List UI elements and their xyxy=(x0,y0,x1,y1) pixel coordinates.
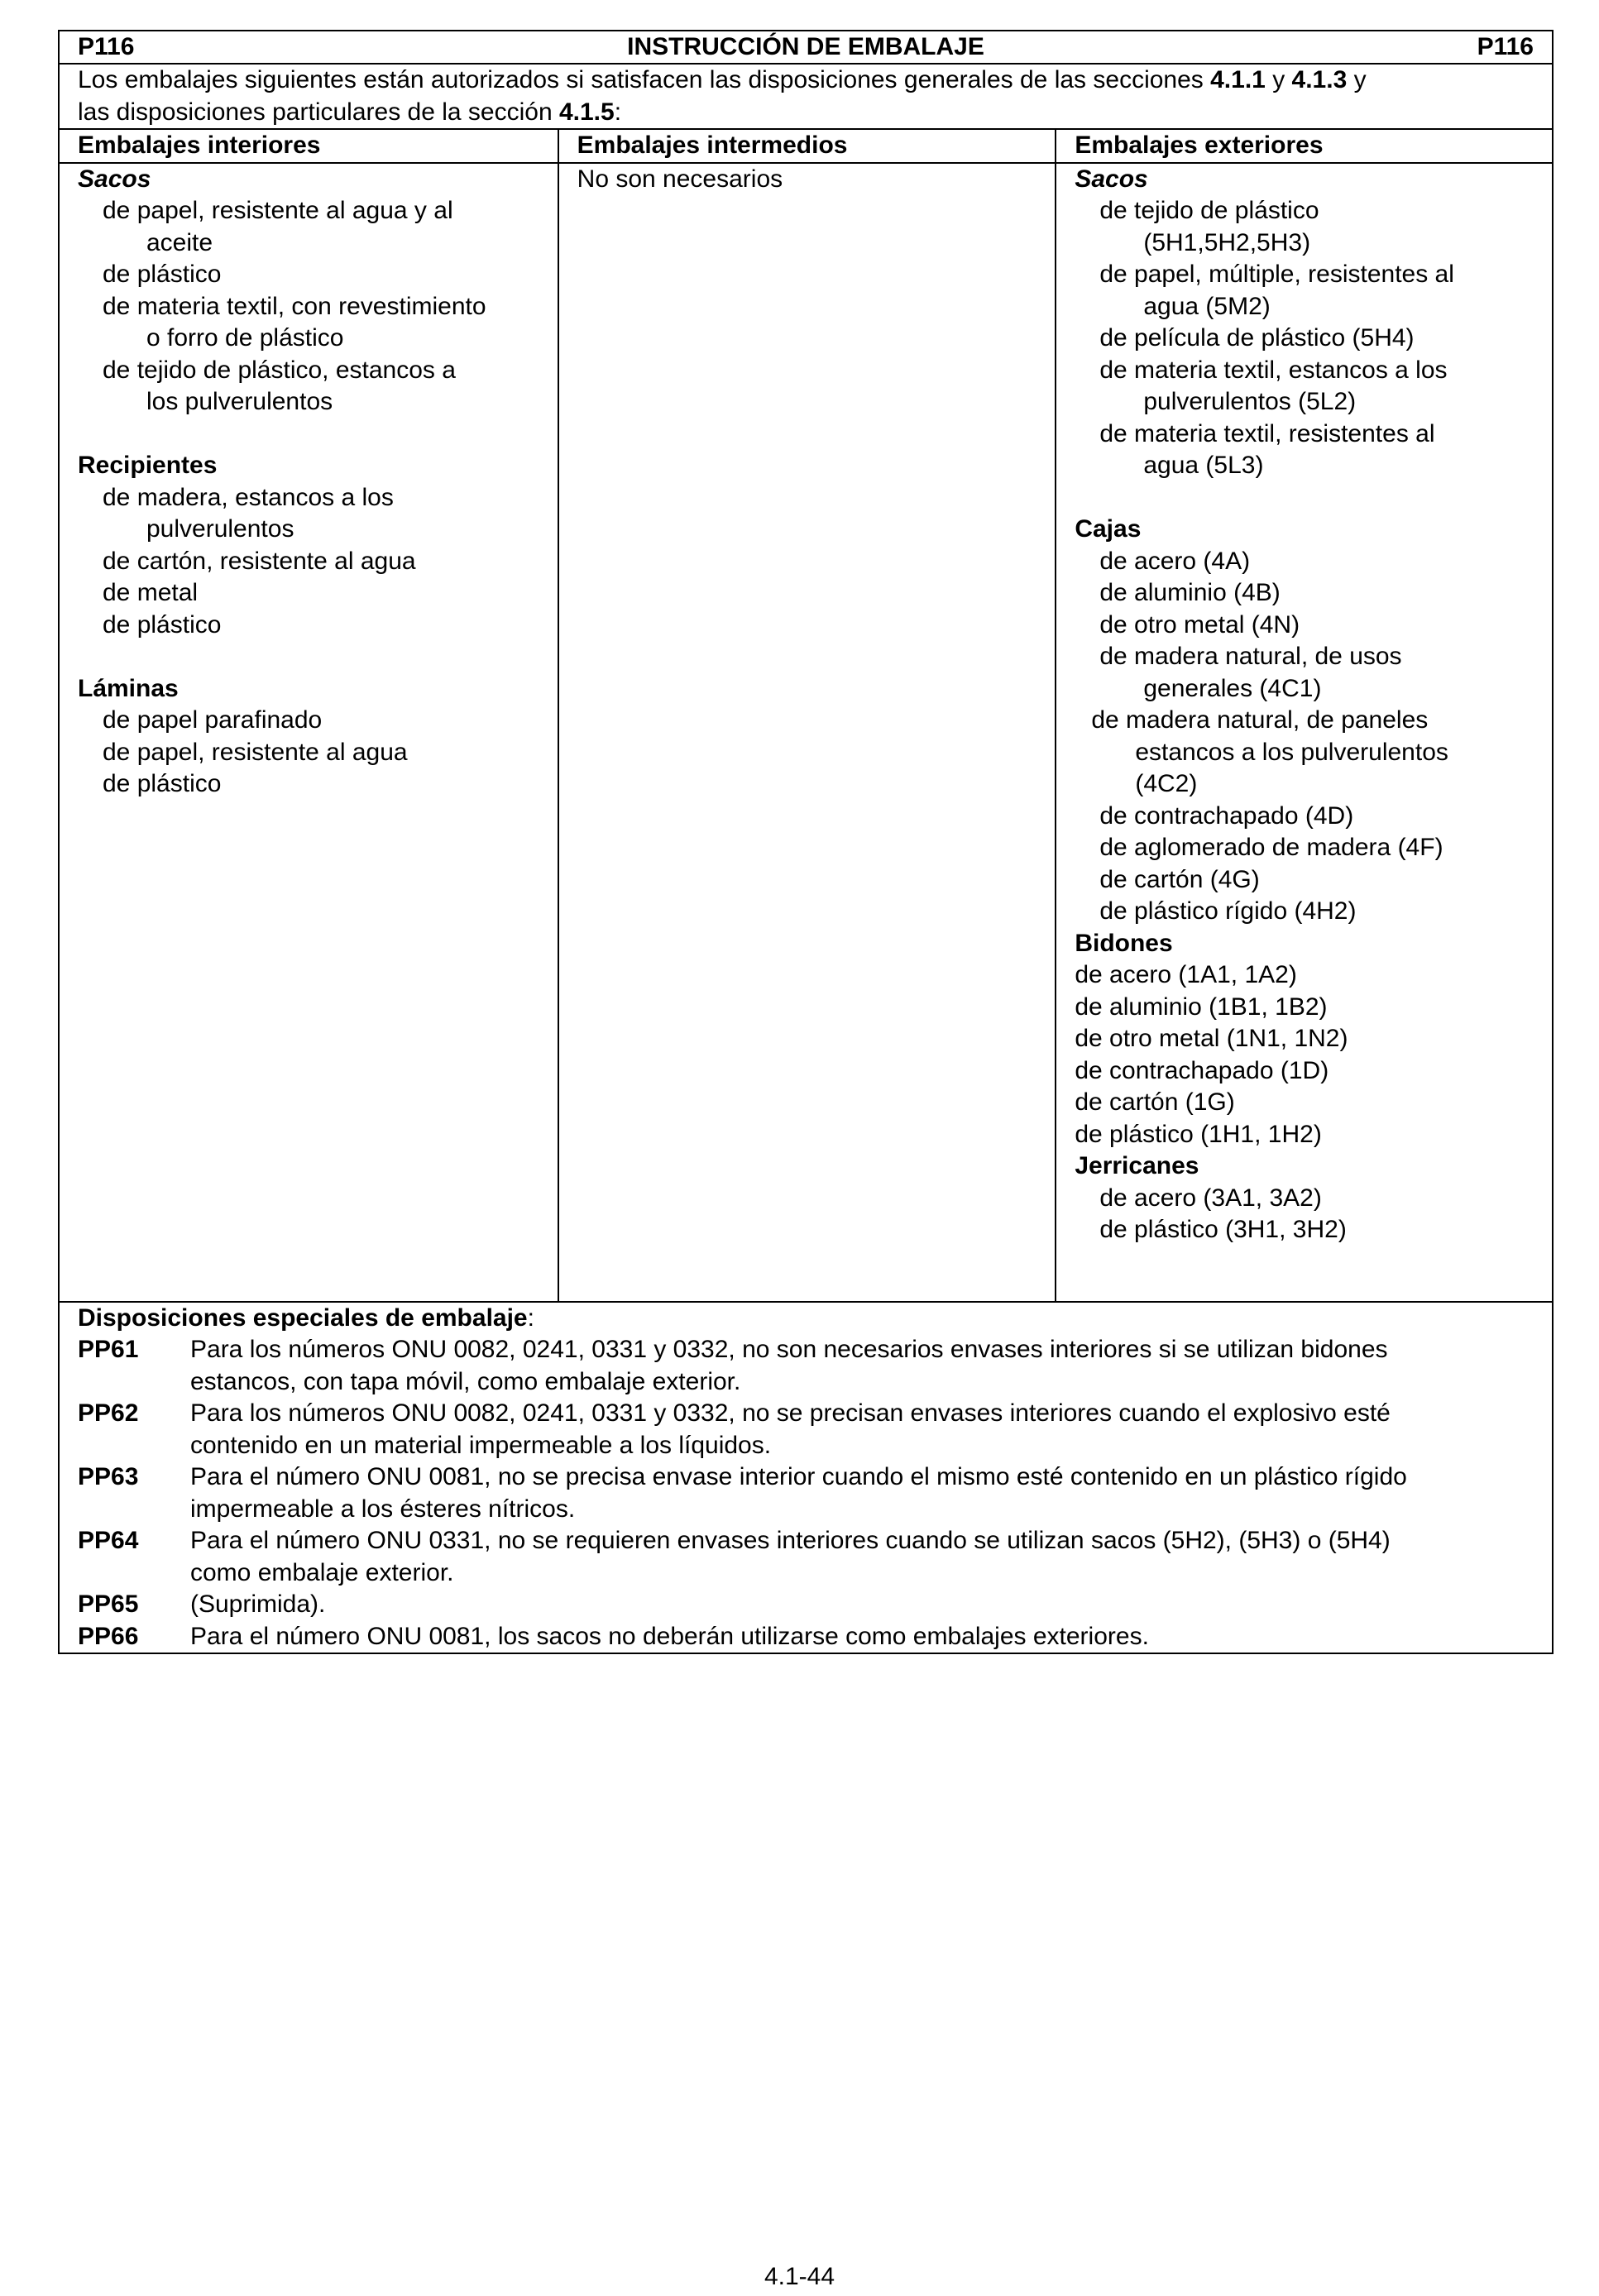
list-item: de metal xyxy=(103,579,199,606)
list-item: de materia textil, con revestimiento xyxy=(103,292,486,320)
special-provisions xyxy=(60,1303,1552,1653)
provision-line: Para los números ONU 0082, 0241, 0331 y 0332, no se precisan envases interiores cuando el explosivo esté xyxy=(190,1399,1391,1427)
provision-line: Para los números ONU 0082, 0241, 0331 y 0332, no son necesarios envases interiores si se utilizan bidones xyxy=(190,1336,1388,1363)
provision-text xyxy=(190,1461,1534,1525)
list-item: de papel, múltiple, resistentes al xyxy=(1099,261,1454,288)
list-item: de papel parafinado xyxy=(103,706,323,734)
intermedios-text: No son necesarios xyxy=(577,165,783,193)
intro-paragraph xyxy=(60,65,1552,130)
group-heading: Láminas xyxy=(78,674,179,702)
list-item: pulverulentos (5L2) xyxy=(1143,388,1357,415)
list-item: de contrachapado (1D) xyxy=(1075,1056,1329,1084)
section-ref: 4.1.3 xyxy=(1291,66,1348,93)
spacer xyxy=(1075,482,1534,514)
provision-line: contenido en un material impermeable a los líquidos. xyxy=(190,1431,772,1459)
provision-line: impermeable a los ésteres nítricos. xyxy=(190,1495,576,1523)
list-item: de papel, resistente al agua y al xyxy=(103,197,453,224)
group-heading: Jerricanes xyxy=(1075,1152,1199,1179)
group-heading: Sacos xyxy=(1075,165,1148,193)
provision-line: Para el número ONU 0081, los sacos no deberán utilizarse como embalajes exteriores. xyxy=(190,1622,1149,1650)
section-ref: 4.1.1 xyxy=(1210,66,1266,93)
provision-pp63 xyxy=(78,1461,1534,1525)
list-item: de madera natural, de paneles xyxy=(1091,706,1429,734)
intro-text: : xyxy=(614,98,622,126)
intro-text: y xyxy=(1265,66,1292,93)
provision-code: PP63 xyxy=(78,1463,139,1490)
instruction-code-right: P116 xyxy=(1477,32,1534,60)
list-item: los pulverulentos xyxy=(146,388,333,415)
list-item: de plástico (3H1, 3H2) xyxy=(1099,1216,1347,1243)
list-item: de tejido de plástico, estancos a xyxy=(103,356,456,384)
provision-line: estancos, con tapa móvil, como embalaje exterior. xyxy=(190,1367,741,1395)
provision-code: PP66 xyxy=(78,1622,139,1650)
list-item: de acero (4A) xyxy=(1099,547,1251,575)
column-exteriores xyxy=(1055,164,1552,1301)
list-item: de otro metal (1N1, 1N2) xyxy=(1075,1025,1348,1052)
intro-line-2 xyxy=(78,97,1534,129)
provision-text xyxy=(190,1398,1534,1461)
column-header-interiores: Embalajes interiores xyxy=(78,132,321,159)
spacer xyxy=(78,419,539,451)
list-item: agua (5M2) xyxy=(1143,292,1271,320)
provision-code: PP61 xyxy=(78,1336,139,1363)
list-item: de cartón (4G) xyxy=(1099,865,1260,893)
list-item: (5H1,5H2,5H3) xyxy=(1143,228,1311,256)
list-item: de madera, estancos a los xyxy=(103,483,394,511)
list-item: de materia textil, estancos a los xyxy=(1099,356,1448,384)
spacer xyxy=(78,641,539,673)
provision-pp62 xyxy=(78,1398,1534,1461)
provision-pp66 xyxy=(78,1621,1534,1653)
provision-code: PP62 xyxy=(78,1399,139,1427)
provision-text xyxy=(190,1621,1534,1653)
packing-instruction-table xyxy=(58,30,1554,1654)
provision-code: PP64 xyxy=(78,1527,139,1554)
list-item: de plástico xyxy=(103,770,222,797)
list-item: generales (4C1) xyxy=(1143,674,1322,702)
columns-body xyxy=(60,164,1552,1303)
list-item: de película de plástico (5H4) xyxy=(1099,324,1415,352)
list-item: de cartón (1G) xyxy=(1075,1088,1235,1116)
provision-text xyxy=(190,1525,1534,1589)
provision-pp65 xyxy=(78,1589,1534,1621)
list-item: de contrachapado (4D) xyxy=(1099,801,1354,830)
list-item: de materia textil, resistentes al xyxy=(1099,419,1435,447)
group-heading: Recipientes xyxy=(78,452,218,479)
provision-line: Para el número ONU 0331, no se requieren envases interiores cuando se utilizan sacos (5H2), (5H3) o (5H4) xyxy=(190,1527,1391,1554)
list-item: de plástico (1H1, 1H2) xyxy=(1075,1120,1322,1148)
intro-line-1 xyxy=(78,65,1534,97)
group-heading: Cajas xyxy=(1075,515,1142,543)
instruction-code-left: P116 xyxy=(78,32,135,60)
special-provisions-title xyxy=(78,1303,1534,1335)
list-item: de plástico xyxy=(103,610,222,639)
provision-text xyxy=(190,1589,1534,1621)
list-item: de aglomerado de madera (4F) xyxy=(1099,834,1443,861)
provision-line: como embalaje exterior. xyxy=(190,1558,454,1586)
list-item: agua (5L3) xyxy=(1143,452,1264,479)
intro-text: y xyxy=(1347,66,1367,93)
intro-text: Los embalajes siguientes están autorizados si satisfacen las disposiciones generales de las secciones xyxy=(78,66,1211,93)
list-item: de tejido de plástico xyxy=(1099,197,1319,224)
provision-line: Para el número ONU 0081, no se precisa envase interior cuando el mismo esté contenido en un plástico rígido xyxy=(190,1463,1407,1490)
list-item: aceite xyxy=(146,228,213,256)
column-header-exteriores: Embalajes exteriores xyxy=(1055,130,1552,162)
column-interiores xyxy=(60,164,558,1301)
list-item: de aluminio (4B) xyxy=(1099,579,1281,606)
list-item: de papel, resistente al agua xyxy=(103,738,408,766)
special-title-colon: : xyxy=(527,1303,534,1332)
provision-pp61 xyxy=(78,1334,1534,1398)
list-item: de aluminio (1B1, 1B2) xyxy=(1075,993,1328,1021)
list-item: estancos a los pulverulentos xyxy=(1135,738,1448,766)
list-item: de plástico rígido (4H2) xyxy=(1099,897,1357,925)
special-title-text: Disposiciones especiales de embalaje xyxy=(78,1303,528,1332)
list-item: de cartón, resistente al agua xyxy=(103,547,416,575)
section-ref: 4.1.5 xyxy=(558,98,615,126)
column-intermedios xyxy=(558,164,1056,1301)
list-item: o forro de plástico xyxy=(146,324,344,352)
page-number: 4.1-44 xyxy=(764,2263,835,2290)
provision-line: (Suprimida). xyxy=(190,1590,326,1618)
provision-code: PP65 xyxy=(78,1590,139,1618)
provision-text xyxy=(190,1334,1534,1398)
list-item: de acero (3A1, 3A2) xyxy=(1099,1184,1322,1212)
list-item: de plástico xyxy=(103,261,222,288)
group-heading: Bidones xyxy=(1075,929,1173,957)
list-item: pulverulentos xyxy=(146,515,294,543)
column-header-intermedios: Embalajes intermedios xyxy=(558,130,1056,162)
list-item: de acero (1A1, 1A2) xyxy=(1075,961,1297,988)
provision-pp64 xyxy=(78,1525,1534,1589)
list-item: de madera natural, de usos xyxy=(1099,643,1402,670)
column-headers xyxy=(60,130,1552,164)
instruction-title: INSTRUCCIÓN DE EMBALAJE xyxy=(627,32,984,60)
list-item: (4C2) xyxy=(1135,770,1198,797)
list-item: de otro metal (4N) xyxy=(1099,610,1300,639)
group-heading: Sacos xyxy=(78,165,151,193)
intro-text: las disposiciones particulares de la sección xyxy=(78,98,559,126)
table-header xyxy=(60,31,1552,65)
